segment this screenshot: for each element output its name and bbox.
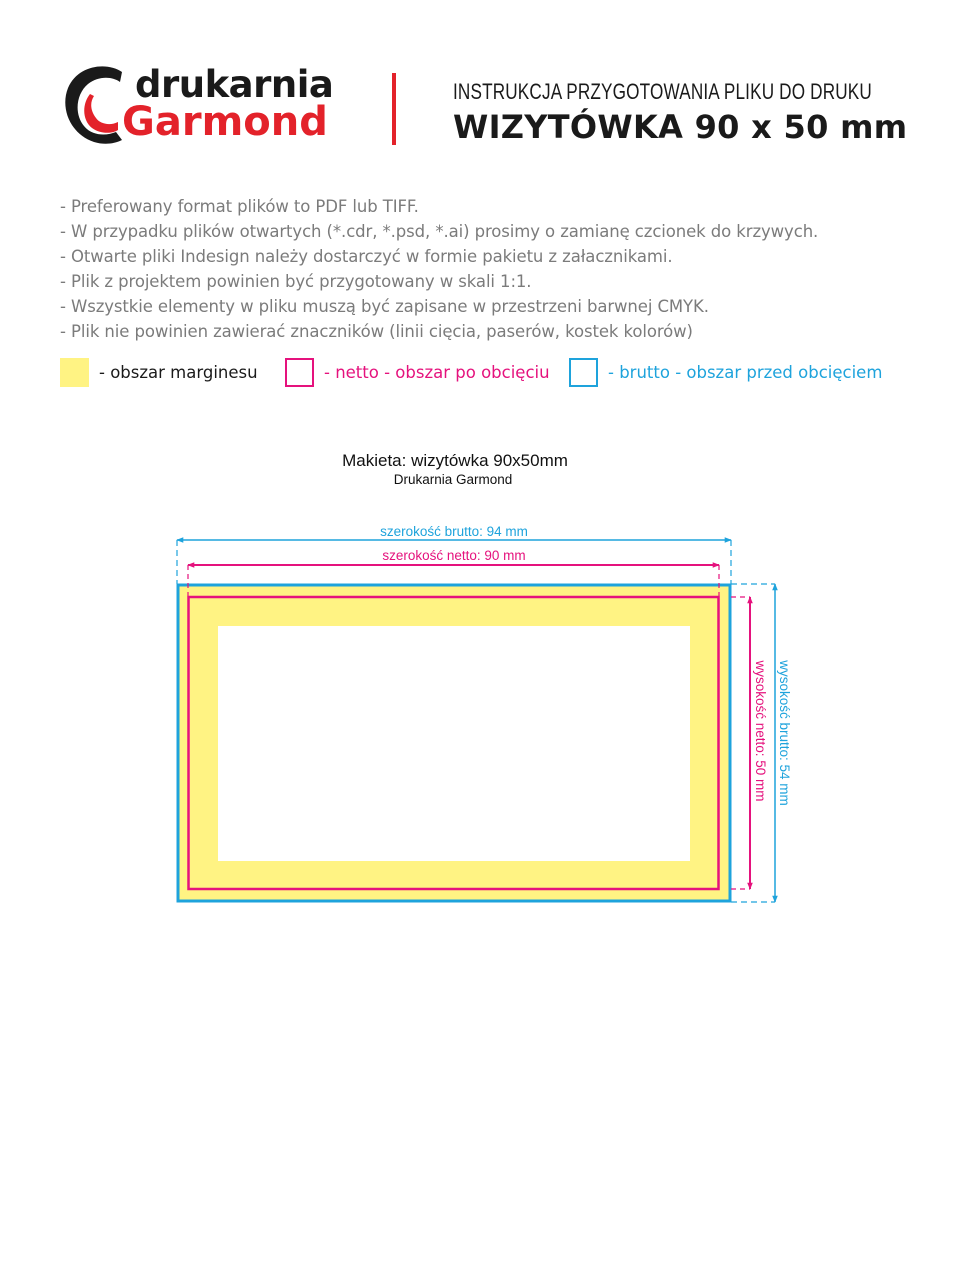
width-netto-label: szerokość netto: 90 mm bbox=[382, 548, 526, 563]
instructions-list bbox=[60, 194, 818, 344]
legend-swatch-margin bbox=[60, 358, 89, 387]
instruction-item: - Plik z projektem powinien być przygotowany w skali 1:1. bbox=[60, 272, 532, 291]
legend-item-margin bbox=[60, 357, 258, 387]
height-brutto-label: wysokość brutto: 54 mm bbox=[777, 660, 792, 806]
brutto-bleed-outline bbox=[178, 585, 730, 901]
logo-word-drukarnia: drukarnia bbox=[135, 63, 334, 106]
logo-initial-g: G bbox=[122, 99, 155, 145]
logo-word-garmond bbox=[122, 99, 328, 145]
mockup-subtitle: Drukarnia Garmond bbox=[393, 472, 513, 487]
height-netto-label: wysokość netto: 50 mm bbox=[753, 660, 768, 802]
logo-word-armond: armond bbox=[154, 99, 328, 145]
instruction-item: - Otwarte pliki Indesign należy dostarczyć w formie pakietu z załacznikami. bbox=[60, 247, 673, 266]
width-brutto-label: szerokość brutto: 94 mm bbox=[380, 524, 528, 539]
legend-swatch-brutto bbox=[569, 358, 598, 387]
margin-area bbox=[178, 585, 730, 901]
legend-label-netto: - netto - obszar po obcięciu bbox=[324, 362, 550, 382]
legend bbox=[0, 357, 969, 387]
legend-label-margin: - obszar marginesu bbox=[99, 362, 258, 382]
garmond-logo bbox=[60, 64, 350, 146]
instruction-item: - Plik nie powinien zawierać znaczników (linii cięcia, paserów, kostek kolorów) bbox=[60, 322, 693, 341]
instruction-item: - W przypadku plików otwartych (*.cdr, *.psd, *.ai) prosimy o zamianę czcionek do krzywych. bbox=[60, 222, 819, 241]
legend-item-netto bbox=[285, 357, 550, 387]
legend-swatch-netto bbox=[285, 358, 314, 387]
safe-area bbox=[218, 626, 690, 861]
instruction-item: - Preferowany format plików to PDF lub TIFF. bbox=[60, 197, 419, 216]
header-subtitle: INSTRUKCJA PRZYGOTOWANIA PLIKU DO DRUKU bbox=[453, 79, 872, 104]
legend-label-brutto: - brutto - obszar przed obcięciem bbox=[608, 362, 883, 382]
netto-trim-outline bbox=[189, 597, 719, 889]
header-divider bbox=[392, 73, 396, 145]
instruction-item: - Wszystkie elementy w pliku muszą być zapisane w przestrzeni barwnej CMYK. bbox=[60, 297, 709, 316]
page-title: WIZYTÓWKA 90 x 50 mm bbox=[453, 108, 908, 146]
mockup-title: Makieta: wizytówka 90x50mm bbox=[342, 451, 568, 470]
legend-item-brutto bbox=[569, 357, 882, 387]
